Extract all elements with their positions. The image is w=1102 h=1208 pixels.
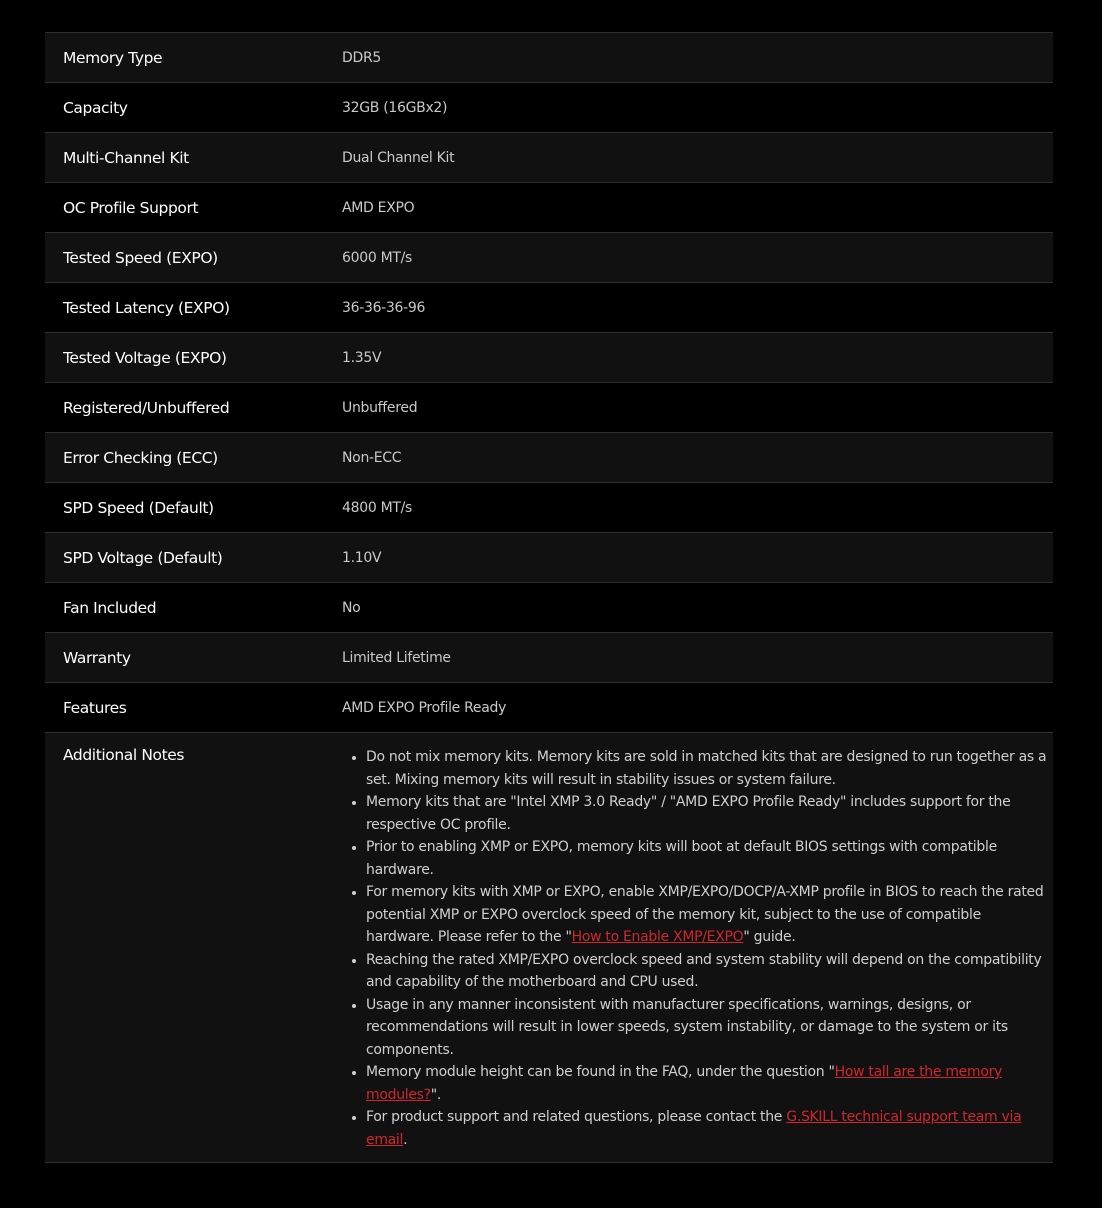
list-item	[366, 994, 1047, 1062]
spec-value: Unbuffered	[342, 399, 418, 416]
spec-label: Registered/Unbuffered	[63, 398, 230, 417]
spec-label: OC Profile Support	[63, 198, 199, 217]
note-text: Do not mix memory kits. Memory kits are sold in matched kits that are designed to run together as a set. Mixing memory kits will result in stability issues or system failure.	[366, 749, 1047, 788]
spec-value: AMD EXPO Profile Ready	[342, 699, 507, 716]
note-text: For product support and related questions, please contact the	[366, 1109, 787, 1125]
note-text: Prior to enabling XMP or EXPO, memory kits will boot at default BIOS settings with compatible hardware.	[366, 839, 997, 878]
spec-row-spd-speed	[45, 483, 1053, 533]
list-item	[366, 836, 1047, 881]
spec-value: 1.35V	[342, 349, 382, 366]
spec-label: Warranty	[63, 648, 131, 667]
spec-row-additional-notes	[45, 733, 1053, 1163]
spec-row-error-checking	[45, 433, 1053, 483]
xmp-expo-guide-link[interactable]: How to Enable XMP/EXPO	[571, 929, 744, 945]
notes-list	[342, 733, 1053, 1162]
spec-row-multi-channel-kit	[45, 133, 1053, 183]
spec-label: SPD Voltage (Default)	[63, 548, 223, 567]
memory-height-faq-link[interactable]: How tall are the memory modules?	[366, 1064, 1003, 1103]
list-item	[366, 1106, 1047, 1151]
spec-value: Non-ECC	[342, 449, 402, 466]
note-text: ".	[430, 1086, 442, 1103]
spec-row-registered-unbuffered	[45, 383, 1053, 433]
note-text: Memory kits that are "Intel XMP 3.0 Ready" / "AMD EXPO Profile Ready" includes support for the respective OC profile.	[366, 794, 1011, 833]
spec-label: Additional Notes	[63, 746, 185, 764]
spec-value: 32GB (16GBx2)	[342, 99, 448, 116]
note-text: Reaching the rated XMP/EXPO overclock speed and system stability will depend on the compatibility and capability of the motherboard and CPU used.	[366, 951, 1042, 990]
spec-value: 6000 MT/s	[342, 249, 413, 266]
spec-label: Error Checking (ECC)	[63, 448, 218, 467]
spec-label: Features	[63, 698, 127, 717]
spec-value: Limited Lifetime	[342, 649, 451, 666]
spec-row-spd-voltage	[45, 533, 1053, 583]
spec-row-tested-speed	[45, 233, 1053, 283]
note-text: .	[403, 1131, 408, 1148]
note-text: Memory module height can be found in the FAQ, under the question "	[366, 1064, 835, 1080]
list-item	[366, 881, 1047, 949]
spec-row-features	[45, 683, 1053, 733]
spec-row-oc-profile-support	[45, 183, 1053, 233]
spec-label: Tested Latency (EXPO)	[63, 298, 230, 317]
spec-label: SPD Speed (Default)	[63, 498, 214, 517]
spec-value: 1.10V	[342, 549, 382, 566]
spec-row-tested-voltage	[45, 333, 1053, 383]
spec-label: Capacity	[63, 98, 128, 117]
spec-value: No	[342, 599, 361, 616]
note-text: " guide.	[743, 929, 796, 945]
spec-row-fan-included	[45, 583, 1053, 633]
spec-value: 4800 MT/s	[342, 499, 413, 516]
spec-value: DDR5	[342, 49, 381, 66]
list-item	[366, 949, 1047, 994]
spec-label: Multi-Channel Kit	[63, 148, 189, 167]
spec-value: Dual Channel Kit	[342, 149, 455, 166]
spec-row-memory-type	[45, 33, 1053, 83]
spec-label: Fan Included	[63, 598, 157, 617]
list-item	[366, 791, 1047, 836]
spec-row-tested-latency	[45, 283, 1053, 333]
spec-row-warranty	[45, 633, 1053, 683]
spec-label: Tested Speed (EXPO)	[63, 248, 218, 267]
spec-row-capacity	[45, 83, 1053, 133]
list-item	[366, 746, 1047, 791]
spec-label: Memory Type	[63, 48, 163, 67]
list-item	[366, 1061, 1047, 1106]
spec-value: 36-36-36-96	[342, 299, 426, 316]
note-text: Usage in any manner inconsistent with manufacturer specifications, warnings, designs, or recommendations will result in lower speeds, system instability, or damage to the system or its components.	[366, 996, 1008, 1058]
note-text: For memory kits with XMP or EXPO, enable XMP/EXPO/DOCP/A-XMP profile in BIOS to reach the rated potential XMP or EXPO overclock speed of the memory kit, subject to the use of compatible hardware. Please refer to the "	[366, 884, 1044, 945]
spec-value: AMD EXPO	[342, 199, 415, 216]
spec-label: Tested Voltage (EXPO)	[63, 348, 227, 367]
tech-support-email-link[interactable]: G.SKILL technical support team via email	[366, 1109, 1022, 1148]
specifications-table	[45, 32, 1053, 1163]
